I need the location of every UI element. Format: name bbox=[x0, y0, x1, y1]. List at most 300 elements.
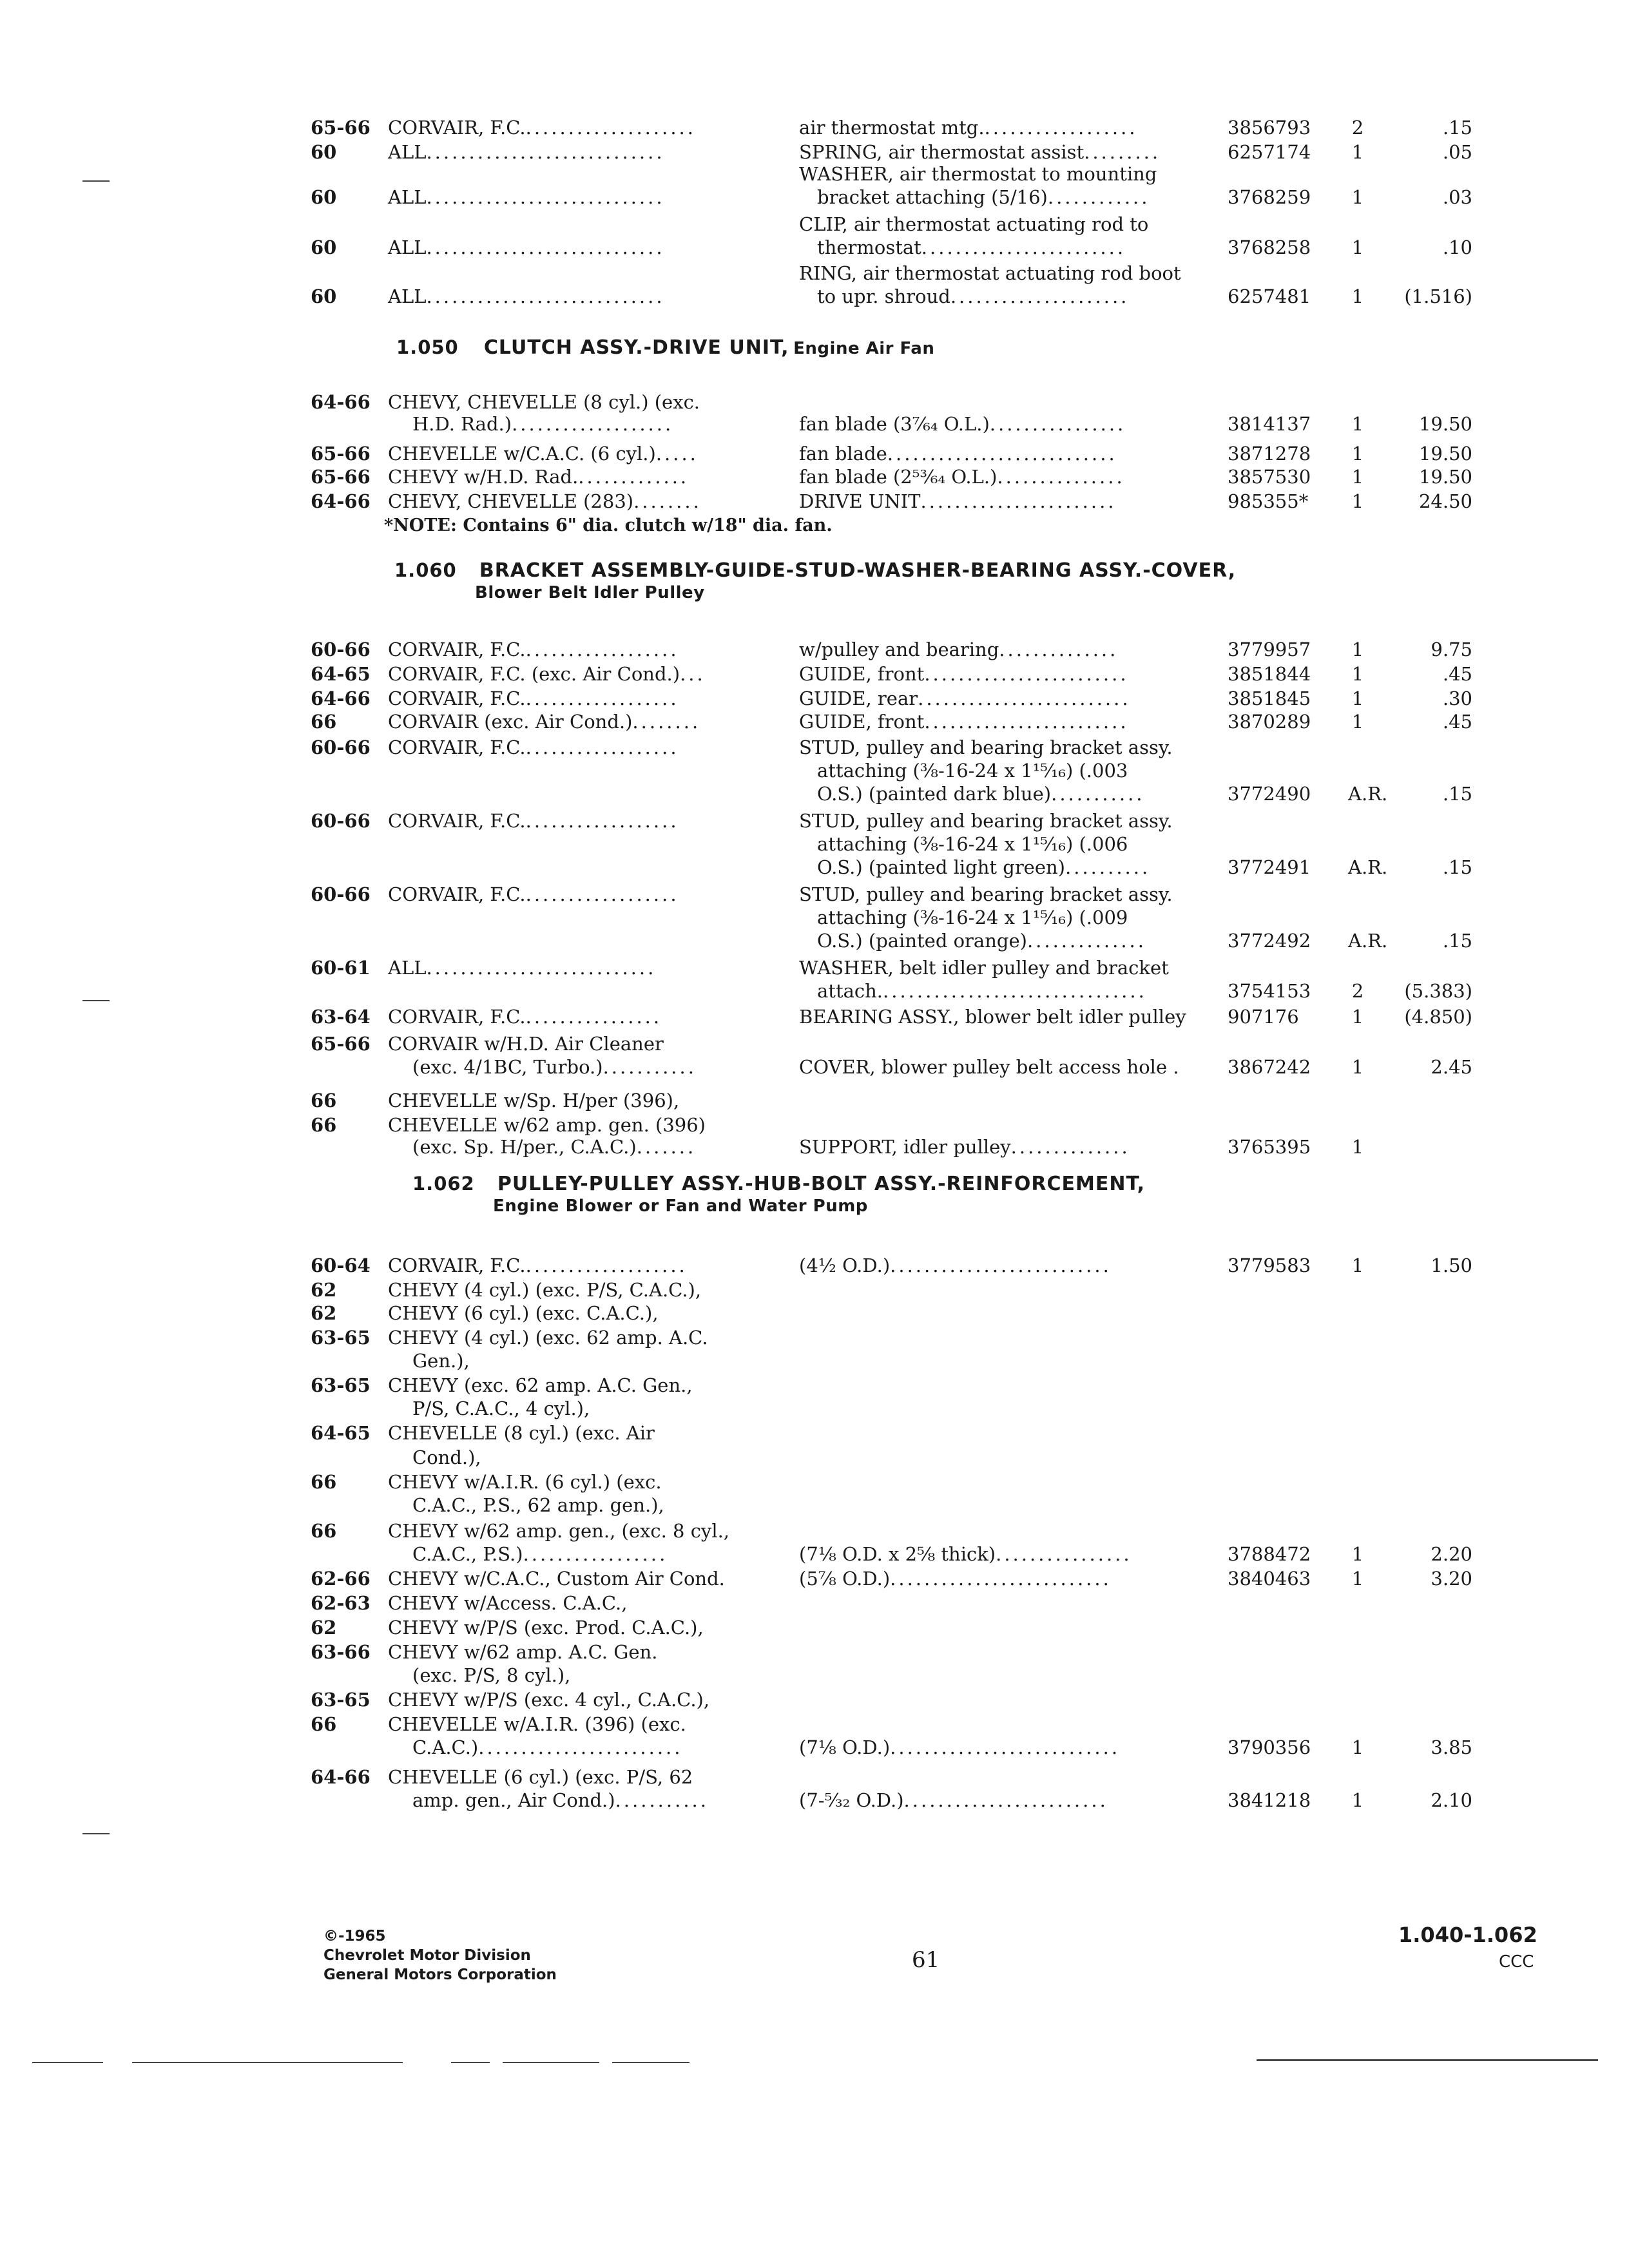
model-name: Cond.), bbox=[412, 1446, 481, 1468]
model-cell bbox=[388, 710, 700, 733]
bottom-rule bbox=[32, 2062, 103, 2063]
part-description: attaching (⅜-16-24 x 1¹⁵⁄₁₆) (.009 bbox=[817, 907, 1128, 928]
description-cell bbox=[799, 638, 1118, 661]
part-number: 3779957 bbox=[1228, 639, 1311, 660]
model-name: H.D. Rad.) bbox=[412, 413, 512, 435]
description-cell bbox=[799, 490, 1117, 513]
price: 19.50 bbox=[1418, 466, 1472, 488]
model-name: CHEVY (4 cyl.) (exc. P/S, C.A.C.), bbox=[388, 1279, 702, 1301]
model-cell bbox=[388, 465, 689, 488]
leader-dots: ................ bbox=[996, 1543, 1132, 1565]
year-range: 66 bbox=[311, 1471, 337, 1493]
description-cell bbox=[817, 236, 1126, 259]
part-description: fan blade bbox=[799, 443, 887, 465]
section-heading-1060 bbox=[394, 559, 1236, 602]
year-range: 66 bbox=[311, 1713, 337, 1735]
price: .30 bbox=[1442, 687, 1472, 709]
model-name: CHEVELLE w/A.I.R. (396) (exc. bbox=[388, 1713, 686, 1735]
year-range: 64-66 bbox=[311, 1766, 371, 1788]
leader-dots: ............................... bbox=[883, 980, 1147, 1002]
price: 1.50 bbox=[1431, 1254, 1472, 1276]
quantity: 2 bbox=[1351, 980, 1364, 1002]
price: .15 bbox=[1442, 117, 1472, 139]
part-description: DRIVE UNIT bbox=[799, 490, 921, 512]
model-name: CORVAIR (exc. Air Cond.) bbox=[388, 711, 633, 733]
model-name: CHEVELLE w/Sp. H/per (396), bbox=[388, 1090, 680, 1111]
model-name: CHEVY w/H.D. Rad. bbox=[388, 466, 579, 488]
year-range: 62 bbox=[311, 1279, 337, 1301]
model-name: CORVAIR, F.C. bbox=[388, 117, 526, 139]
quantity: 1 bbox=[1351, 1136, 1364, 1158]
model-name: CHEVY w/Access. C.A.C., bbox=[388, 1592, 628, 1614]
part-description: (4½ O.D.) bbox=[799, 1254, 891, 1276]
quantity: 1 bbox=[1351, 1568, 1364, 1590]
price: (4.850) bbox=[1404, 1006, 1472, 1028]
section-title: CLUTCH ASSY.-DRIVE UNIT, bbox=[483, 336, 789, 359]
description-cell bbox=[799, 687, 1131, 710]
leader-dots: .................. bbox=[525, 736, 679, 758]
leader-dots: ... bbox=[680, 663, 706, 685]
year-range: 63-65 bbox=[311, 1327, 371, 1349]
leader-dots: .............. bbox=[999, 639, 1119, 660]
description-cell bbox=[799, 809, 1173, 832]
year-range: 63-65 bbox=[311, 1689, 371, 1711]
leader-dots: .................. bbox=[984, 117, 1138, 139]
part-description: CLIP, air thermostat actuating rod to bbox=[799, 213, 1149, 235]
part-number: 3772492 bbox=[1228, 930, 1311, 952]
quantity: 1 bbox=[1351, 1736, 1364, 1758]
description-cell bbox=[799, 1254, 1112, 1277]
bottom-rule bbox=[612, 2062, 689, 2063]
model-name: CORVAIR, F.C. (exc. Air Cond.) bbox=[388, 663, 680, 685]
leader-dots: .................. bbox=[525, 810, 679, 832]
part-description: SUPPORT, idler pulley bbox=[799, 1136, 1011, 1158]
description-cell bbox=[799, 262, 1181, 285]
part-number: 3867242 bbox=[1228, 1056, 1311, 1078]
model-name: CHEVELLE (6 cyl.) (exc. P/S, 62 bbox=[388, 1766, 693, 1788]
section-title: PULLEY-PULLEY ASSY.-HUB-BOLT ASSY.-REINFORCEMENT, bbox=[497, 1173, 1146, 1195]
margin-mark bbox=[82, 1000, 110, 1001]
price: (5.383) bbox=[1404, 980, 1472, 1002]
model-name: CHEVY w/62 amp. A.C. Gen. bbox=[388, 1641, 658, 1663]
model-cell bbox=[388, 1032, 664, 1055]
price: 9.75 bbox=[1431, 639, 1472, 660]
section-number: 1.050 bbox=[396, 336, 459, 358]
model-cell bbox=[388, 1302, 659, 1325]
year-range: 60-66 bbox=[311, 639, 371, 660]
model-cell bbox=[412, 1789, 709, 1812]
part-description: STUD, pulley and bearing bracket assy. bbox=[799, 736, 1173, 758]
description-cell bbox=[799, 736, 1173, 759]
model-cell bbox=[412, 1397, 590, 1420]
model-name: (exc. 4/1BC, Turbo.) bbox=[412, 1056, 603, 1078]
model-name: CHEVY w/P/S (exc. Prod. C.A.C.), bbox=[388, 1617, 704, 1639]
leader-dots: ............................ bbox=[426, 186, 665, 208]
quantity: 1 bbox=[1351, 1789, 1364, 1811]
part-description: bracket attaching (5/16) bbox=[817, 186, 1048, 208]
leader-dots: ....... bbox=[636, 1136, 697, 1158]
part-description: attaching (⅜-16-24 x 1¹⁵⁄₁₆) (.006 bbox=[817, 833, 1128, 855]
year-range: 64-66 bbox=[311, 391, 371, 413]
model-name: ALL bbox=[388, 285, 427, 307]
model-cell bbox=[412, 1135, 696, 1158]
leader-dots: ........... bbox=[602, 1056, 697, 1078]
part-description: to upr. shroud bbox=[817, 285, 950, 307]
part-number: 3779583 bbox=[1228, 1254, 1311, 1276]
model-name: P/S, C.A.C., 4 cyl.), bbox=[412, 1398, 590, 1419]
part-description: GUIDE, front bbox=[799, 663, 925, 685]
model-cell bbox=[388, 1688, 709, 1711]
leader-dots: ........................... bbox=[887, 443, 1117, 465]
leader-dots: ........................ bbox=[921, 236, 1126, 258]
year-range: 60-66 bbox=[311, 883, 371, 905]
model-cell bbox=[388, 1765, 693, 1789]
part-description: w/pulley and bearing bbox=[799, 639, 999, 660]
year-range: 64-65 bbox=[311, 663, 371, 685]
part-number: 3871278 bbox=[1228, 443, 1311, 465]
model-cell bbox=[388, 116, 696, 139]
model-name: CHEVY, CHEVELLE (8 cyl.) (exc. bbox=[388, 391, 700, 413]
part-description: RING, air thermostat actuating rod boot bbox=[799, 262, 1181, 284]
description-cell bbox=[799, 162, 1157, 186]
part-number: 3814137 bbox=[1228, 413, 1311, 435]
year-range: 62 bbox=[311, 1617, 337, 1639]
part-description: (7⅛ O.D.) bbox=[799, 1736, 891, 1758]
model-name: CHEVY (4 cyl.) (exc. 62 amp. A.C. bbox=[388, 1327, 708, 1349]
description-cell bbox=[817, 979, 1147, 1003]
description-cell bbox=[799, 710, 1129, 733]
part-description: (7-⁵⁄₃₂ O.D.) bbox=[799, 1789, 904, 1811]
price: .03 bbox=[1442, 186, 1472, 208]
quantity: 1 bbox=[1351, 639, 1364, 660]
price: .15 bbox=[1442, 930, 1472, 952]
year-range: 62 bbox=[311, 1302, 337, 1324]
leader-dots: ........................ bbox=[924, 711, 1129, 733]
part-number: 3765395 bbox=[1228, 1136, 1311, 1158]
description-cell bbox=[799, 1542, 1132, 1566]
publisher-info bbox=[323, 1927, 557, 1984]
year-range: 65-66 bbox=[311, 1033, 371, 1055]
model-name: CHEVY w/C.A.C., Custom Air Cond. bbox=[388, 1568, 725, 1590]
description-cell bbox=[799, 465, 1125, 488]
leader-dots: ................... bbox=[525, 1254, 688, 1276]
part-description: O.S.) (painted dark blue) bbox=[817, 783, 1052, 805]
corporation-name: General Motors Corporation bbox=[323, 1966, 557, 1983]
leader-dots: ......................... bbox=[918, 687, 1131, 709]
quantity: 2 bbox=[1351, 117, 1364, 139]
part-description: GUIDE, rear bbox=[799, 687, 918, 709]
part-description: fan blade (3⁷⁄₆₄ O.L.) bbox=[799, 413, 990, 435]
year-range: 60-66 bbox=[311, 810, 371, 832]
year-range: 64-66 bbox=[311, 687, 371, 709]
quantity: A.R. bbox=[1348, 783, 1388, 805]
margin-mark bbox=[82, 1833, 110, 1834]
section-heading-1050 bbox=[396, 336, 934, 359]
part-number: 6257481 bbox=[1228, 285, 1311, 307]
year-range: 66 bbox=[311, 1520, 337, 1542]
leader-dots: ................ bbox=[525, 1006, 662, 1028]
quantity: A.R. bbox=[1348, 856, 1388, 878]
model-name: amp. gen., Air Cond.) bbox=[412, 1789, 615, 1811]
price: 19.50 bbox=[1418, 443, 1472, 465]
model-cell bbox=[388, 736, 679, 759]
part-description: O.S.) (painted light green) bbox=[817, 856, 1066, 878]
model-name: (exc. P/S, 8 cyl.), bbox=[412, 1664, 571, 1686]
model-cell bbox=[388, 490, 702, 513]
year-range: 65-66 bbox=[311, 466, 371, 488]
leader-dots: .............. bbox=[1027, 930, 1146, 952]
model-name: CORVAIR, F.C. bbox=[388, 883, 526, 905]
price: .15 bbox=[1442, 856, 1472, 878]
model-cell bbox=[412, 1736, 682, 1759]
model-cell bbox=[388, 638, 679, 661]
model-name: CHEVY, CHEVELLE (283) bbox=[388, 490, 634, 512]
description-cell bbox=[799, 1736, 1120, 1759]
leader-dots: ......... bbox=[1084, 141, 1161, 163]
part-description: WASHER, belt idler pulley and bracket bbox=[799, 957, 1169, 979]
part-description: attaching (⅜-16-24 x 1¹⁵⁄₁₆) (.003 bbox=[817, 760, 1128, 782]
description-cell bbox=[817, 832, 1128, 856]
model-name: ALL bbox=[388, 236, 427, 258]
leader-dots: ........ bbox=[632, 711, 701, 733]
year-range: 65-66 bbox=[311, 443, 371, 465]
section-range: 1.040-1.062 bbox=[1398, 1923, 1537, 1947]
section-title: BRACKET ASSEMBLY-GUIDE-STUD-WASHER-BEARING ASSY.-COVER, bbox=[479, 559, 1237, 582]
part-number: 3768259 bbox=[1228, 186, 1311, 208]
description-cell bbox=[817, 906, 1128, 929]
leader-dots: .......................... bbox=[890, 1568, 1112, 1590]
year-range: 60 bbox=[311, 236, 337, 258]
model-name: C.A.C., P.S.) bbox=[412, 1543, 523, 1565]
model-cell bbox=[388, 883, 679, 906]
part-number: 3788472 bbox=[1228, 1543, 1311, 1565]
model-cell bbox=[388, 1421, 655, 1445]
year-range: 60 bbox=[311, 285, 337, 307]
part-number: 3768258 bbox=[1228, 236, 1311, 258]
price: 2.20 bbox=[1431, 1543, 1472, 1565]
part-description: BEARING ASSY., blower belt idler pulley bbox=[799, 1006, 1186, 1028]
model-name: Gen.), bbox=[412, 1350, 470, 1372]
description-cell bbox=[799, 1135, 1130, 1158]
section-subtitle: Engine Air Fan bbox=[793, 339, 935, 358]
part-description: thermostat bbox=[817, 236, 921, 258]
year-range: 64-65 bbox=[311, 1422, 371, 1444]
leader-dots: ....................... bbox=[920, 490, 1117, 512]
year-range: 60-64 bbox=[311, 1254, 371, 1276]
model-cell bbox=[412, 1664, 570, 1687]
year-range: 63-66 bbox=[311, 1641, 371, 1663]
quantity: A.R. bbox=[1348, 930, 1388, 952]
model-cell bbox=[388, 1113, 706, 1137]
price: .10 bbox=[1442, 236, 1472, 258]
model-name: CORVAIR, F.C. bbox=[388, 810, 526, 832]
description-cell bbox=[799, 662, 1129, 686]
model-cell bbox=[388, 1278, 701, 1302]
quantity: 1 bbox=[1351, 443, 1364, 465]
part-description: fan blade (2⁵³⁄₆₄ O.L.) bbox=[799, 466, 998, 488]
quantity: 1 bbox=[1351, 285, 1364, 307]
leader-dots: ..................... bbox=[950, 285, 1130, 307]
model-cell bbox=[388, 1254, 688, 1277]
model-name: CHEVY (exc. 62 amp. A.C. Gen., bbox=[388, 1374, 693, 1396]
part-description: attach. bbox=[817, 980, 883, 1002]
model-cell bbox=[388, 285, 665, 308]
model-name: CHEVELLE w/C.A.C. (6 cyl.) bbox=[388, 443, 656, 465]
model-name: CHEVY w/62 amp. gen., (exc. 8 cyl., bbox=[388, 1520, 730, 1542]
price: 24.50 bbox=[1418, 490, 1472, 512]
leader-dots: .................. bbox=[525, 883, 679, 905]
model-cell bbox=[388, 140, 665, 164]
year-range: 60 bbox=[311, 186, 337, 208]
model-cell bbox=[388, 956, 656, 979]
part-description: STUD, pulley and bearing bracket assy. bbox=[799, 883, 1173, 905]
price: 3.85 bbox=[1431, 1736, 1472, 1758]
part-description: STUD, pulley and bearing bracket assy. bbox=[799, 810, 1173, 832]
leader-dots: ........ bbox=[633, 490, 702, 512]
model-cell bbox=[388, 1374, 693, 1397]
leader-dots: ............ bbox=[1047, 186, 1150, 208]
leader-dots: .................. bbox=[525, 639, 679, 660]
part-number: 3772490 bbox=[1228, 783, 1311, 805]
bottom-rule bbox=[132, 2062, 403, 2063]
leader-dots: ........................ bbox=[903, 1789, 1108, 1811]
model-name: CORVAIR, F.C. bbox=[388, 1006, 526, 1028]
part-description: WASHER, air thermostat to mounting bbox=[799, 163, 1157, 185]
description-cell bbox=[817, 759, 1128, 782]
part-description: air thermostat mtg. bbox=[799, 117, 985, 139]
leader-dots: ................... bbox=[512, 413, 674, 435]
model-name: ALL bbox=[388, 957, 427, 979]
model-cell bbox=[388, 1519, 729, 1542]
price: 2.10 bbox=[1431, 1789, 1472, 1811]
leader-dots: ............... bbox=[997, 466, 1125, 488]
year-range: 66 bbox=[311, 1090, 337, 1111]
year-range: 66 bbox=[311, 711, 337, 733]
model-cell bbox=[388, 1640, 657, 1664]
model-name: CHEVY w/P/S (exc. 4 cyl., C.A.C.), bbox=[388, 1689, 710, 1711]
bottom-rule bbox=[1257, 2059, 1598, 2061]
model-cell bbox=[388, 1713, 686, 1736]
model-name: CHEVELLE (8 cyl.) (exc. Air bbox=[388, 1422, 655, 1444]
description-cell bbox=[799, 140, 1161, 164]
description-cell bbox=[799, 213, 1148, 236]
quantity: 1 bbox=[1351, 1006, 1364, 1028]
quantity: 1 bbox=[1351, 490, 1364, 512]
model-cell bbox=[388, 1616, 704, 1639]
quantity: 1 bbox=[1351, 1543, 1364, 1565]
model-cell bbox=[412, 1055, 697, 1079]
quantity: 1 bbox=[1351, 711, 1364, 733]
price: .05 bbox=[1442, 141, 1472, 163]
leader-dots: ........................... bbox=[890, 1736, 1121, 1758]
description-cell bbox=[799, 1005, 1186, 1028]
part-number: 3840463 bbox=[1228, 1568, 1311, 1590]
model-name: C.A.C., P.S., 62 amp. gen.), bbox=[412, 1494, 664, 1516]
model-cell bbox=[388, 1089, 679, 1112]
model-cell bbox=[412, 1446, 481, 1469]
model-cell bbox=[388, 1567, 725, 1590]
part-number: 6257174 bbox=[1228, 141, 1311, 163]
price: .15 bbox=[1442, 783, 1472, 805]
part-description: (5⅞ O.D.) bbox=[799, 1568, 891, 1590]
quantity: 1 bbox=[1351, 663, 1364, 685]
part-description: (7⅛ O.D. x 2⅝ thick) bbox=[799, 1543, 996, 1565]
model-name: CHEVY (6 cyl.) (exc. C.A.C.), bbox=[388, 1302, 659, 1324]
price: 3.20 bbox=[1431, 1568, 1472, 1590]
model-cell bbox=[412, 1349, 470, 1372]
model-name: CHEVELLE w/62 amp. gen. (396) bbox=[388, 1114, 706, 1136]
quantity: 1 bbox=[1351, 466, 1364, 488]
description-cell bbox=[799, 116, 1138, 139]
leader-dots: .................... bbox=[525, 117, 696, 139]
description-cell bbox=[817, 186, 1150, 209]
quantity: 1 bbox=[1351, 413, 1364, 435]
part-description: O.S.) (painted orange) bbox=[817, 930, 1027, 952]
description-cell bbox=[799, 956, 1169, 979]
year-range: 65-66 bbox=[311, 117, 371, 139]
leader-dots: ..... bbox=[655, 443, 699, 465]
leader-dots: ............................ bbox=[426, 236, 665, 258]
part-number: 985355* bbox=[1228, 490, 1309, 512]
leader-dots: ........... bbox=[615, 1789, 709, 1811]
model-name: CORVAIR, F.C. bbox=[388, 736, 526, 758]
leader-dots: ............................ bbox=[426, 285, 665, 307]
description-cell bbox=[799, 1789, 1108, 1812]
leader-dots: .............. bbox=[1010, 1136, 1130, 1158]
description-cell bbox=[799, 412, 1126, 436]
division-name: Chevrolet Motor Division bbox=[323, 1947, 531, 1964]
model-name: ALL bbox=[388, 141, 427, 163]
description-cell bbox=[817, 782, 1145, 805]
quantity: 1 bbox=[1351, 236, 1364, 258]
model-cell bbox=[412, 1494, 664, 1517]
section-number: 1.060 bbox=[394, 559, 457, 581]
price: .45 bbox=[1442, 711, 1472, 733]
bottom-rule bbox=[451, 2062, 490, 2063]
year-range: 60 bbox=[311, 141, 337, 163]
margin-mark bbox=[82, 180, 110, 182]
description-cell bbox=[817, 929, 1146, 952]
section-heading-1062 bbox=[412, 1173, 1145, 1216]
model-name: CORVAIR, F.C. bbox=[388, 639, 526, 660]
part-number: 3857530 bbox=[1228, 466, 1311, 488]
model-name: CORVAIR, F.C. bbox=[388, 687, 526, 709]
model-name: ALL bbox=[388, 186, 427, 208]
leader-dots: ........................ bbox=[924, 663, 1129, 685]
quantity: 1 bbox=[1351, 687, 1364, 709]
price: .45 bbox=[1442, 663, 1472, 685]
model-cell bbox=[388, 390, 700, 414]
model-cell bbox=[388, 1326, 708, 1349]
year-range: 66 bbox=[311, 1114, 337, 1136]
model-cell bbox=[388, 809, 679, 832]
model-cell bbox=[388, 1591, 627, 1615]
part-number: 3851844 bbox=[1228, 663, 1311, 685]
section-number: 1.062 bbox=[412, 1173, 475, 1195]
part-number: 3790356 bbox=[1228, 1736, 1311, 1758]
year-range: 63-64 bbox=[311, 1006, 371, 1028]
page-number: 61 bbox=[912, 1947, 940, 1973]
year-range: 63-65 bbox=[311, 1374, 371, 1396]
year-range: 64-66 bbox=[311, 490, 371, 512]
model-cell bbox=[388, 662, 706, 686]
model-cell bbox=[412, 1542, 668, 1566]
part-description: COVER, blower pulley belt access hole . bbox=[799, 1056, 1179, 1078]
year-range: 62-66 bbox=[311, 1568, 371, 1590]
description-cell bbox=[799, 1567, 1112, 1590]
leader-dots: ........................ bbox=[478, 1736, 683, 1758]
part-number: 3851845 bbox=[1228, 687, 1311, 709]
